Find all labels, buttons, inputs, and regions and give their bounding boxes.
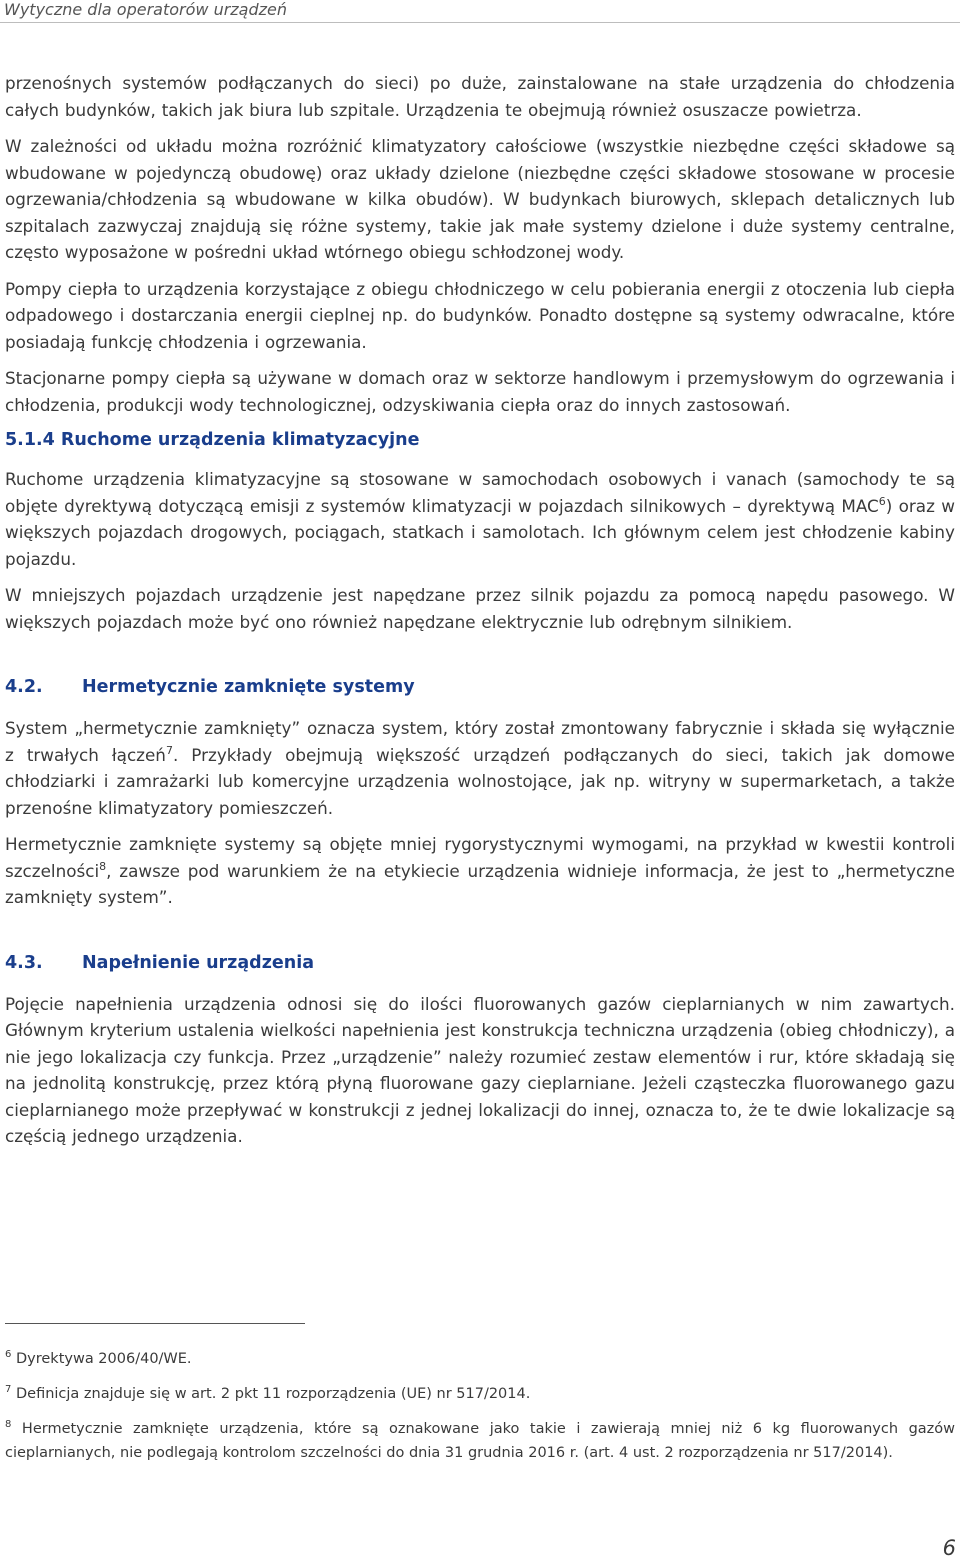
paragraph [5,715,955,821]
page-number: 6 [942,1536,956,1560]
footnote-ref[interactable]: 7 [165,743,173,757]
footnote-divider [5,1323,305,1324]
footnote-number: 6 [5,1349,12,1360]
document-body [5,70,955,1160]
footnote-number: 8 [5,1419,12,1430]
footnote-number: 7 [5,1384,12,1395]
footnote-ref[interactable]: 6 [878,494,886,508]
section-title: Napełnienie urządzenia [82,952,315,973]
footnote-ref[interactable]: 8 [99,859,107,873]
paragraph [5,831,955,911]
section-heading-4-3 [5,951,955,975]
section-heading-5-1-4: 5.1.4 Ruchome urządzenia klimatyzacyjne [5,430,420,450]
paragraph: Pojęcie napełnienia urządzenia odnosi się do ilości fluorowanych gazów cieplarnianych w nim zawartych. Głównym kryterium ustalenia wielkości napełnienia jest konstrukcja techniczna urządzenia (obieg chłodniczy), a nie jego lokalizacja czy funkcja. Przez „urządzenie” należy rozumieć zestaw elementów i rur, które składają się na jednolitą konstrukcję, przez którą płyną fluorowane gazy cieplarniane. Jeżeli cząsteczka fluorowanego gazu cieplarnianego może przepływać w konstrukcji z jednej lokalizacji do innej, oznacza to, że te dwie lokalizacje są częścią jednego urządzenia. [5,993,955,1146]
text-run: Ruchome urządzenia klimatyzacyjne są stosowane w samochodach osobowych i vanach (samochody te są objęte dyrektywą dotyczącą emisji z systemów klimatyzacji w pojazdach silnikowych – dyrektywą MAC [5,469,955,516]
section-number: 4.3. [5,952,43,973]
paragraph: Pompy ciepła to urządzenia korzystające z obiegu chłodniczego w celu pobierania energii z otoczenia lub ciepła odpadowego i dostarczania energii cieplnej np. do budynków. Ponadto dostępne są systemy odwracalne, które posiadają funkcję chłodzenia i ogrzewania. [5,278,955,352]
section-heading-4-2 [5,675,955,699]
paragraph: Stacjonarne pompy ciepła są używane w domach oraz w sektorze handlowym i przemysłowym do ogrzewania i chłodzenia, produkcji wody technologicznej, odzyskiwania ciepła oraz do innych zastosowań. [5,368,955,415]
footnote-6 [5,1347,955,1371]
text-run: , zawsze pod warunkiem że na etykiecie urządzenia widnieje informacja, że jest to „hermetyczne zamknięty system”. [5,860,955,907]
text-run: . Przykłady obejmują większość urządzeń podłączanych do sieci, takich jak domowe chłodziarki i zamrażarki lub komercyjne urządzenia wolnostojące, jak np. witryny w supermarketach, a także przenośne klimatyzatory pomieszczeń. [5,744,955,818]
footnote-7 [5,1382,955,1406]
section-title: Hermetycznie zamknięte systemy [82,677,415,697]
footnotes [5,1347,955,1476]
footnote-text: Definicja znajduje się w art. 2 pkt 11 rozporządzenia (UE) nr 517/2014. [15,1386,531,1402]
page-header-title: Wytyczne dla operatorów urządzeń [4,0,288,19]
header-divider [0,22,960,23]
section-number: 4.2. [5,677,43,697]
footnote-8 [5,1417,955,1465]
text-run: System „hermetycznie zamknięty” oznacza system, który został zmontowany fabrycznie i składa się wyłącznie z trwałych łączeń [5,718,955,765]
paragraph: przenośnych systemów podłączanych do sieci) po duże, zainstalowane na stałe urządzenia do chłodzenia całych budynków, takich jak biura lub szpitale. Urządzenia te obejmują również osuszacze powietrza. [5,73,955,120]
paragraph [5,466,955,572]
paragraph: W mniejszych pojazdach urządzenie jest napędzane przez silnik pojazdu za pomocą napędu pasowego. W większych pojazdach może być ono również napędzane elektrycznie lub odrębnym silnikiem. [5,585,955,632]
text-run: ) oraz w większych pojazdach drogowych, pociągach, statkach i samolotach. Ich głównym celem jest chłodzenie kabiny pojazdu. [5,495,955,569]
footnote-text: Dyrektywa 2006/40/WE. [15,1351,192,1367]
paragraph: W zależności od układu można rozróżnić klimatyzatory całościowe (wszystkie niezbędne części składowe są wbudowane w pojedynczą obudowę) oraz układy dzielone (niezbędne części składowe stosowane w procesie ogrzewania/chłodzenia są wbudowane w kilka obudów). W budynkach biurowych, sklepach detalicznych lub szpitalach zazwyczaj znajdują się różne systemy, takie jak małe systemy dzielone i duże systemy centralne, często wyposażone w pośredni układ wtórnego obiegu schłodzonej wody. [5,136,955,262]
footnote-text: Hermetycznie zamknięte urządzenia, które są oznakowane jako takie i zawierają mniej niż 6 kg fluorowanych gazów cieplarnianych, nie podlegają kontrolom szczelności do dnia 31 grudnia 2016 r. (art. 4 ust. 2 rozporządzenia nr 517/2014). [5,1421,955,1461]
text-run: Hermetycznie zamknięte systemy są objęte mniej rygorystycznymi wymogami, na przykład w kwestii kontroli szczelności [5,834,955,881]
